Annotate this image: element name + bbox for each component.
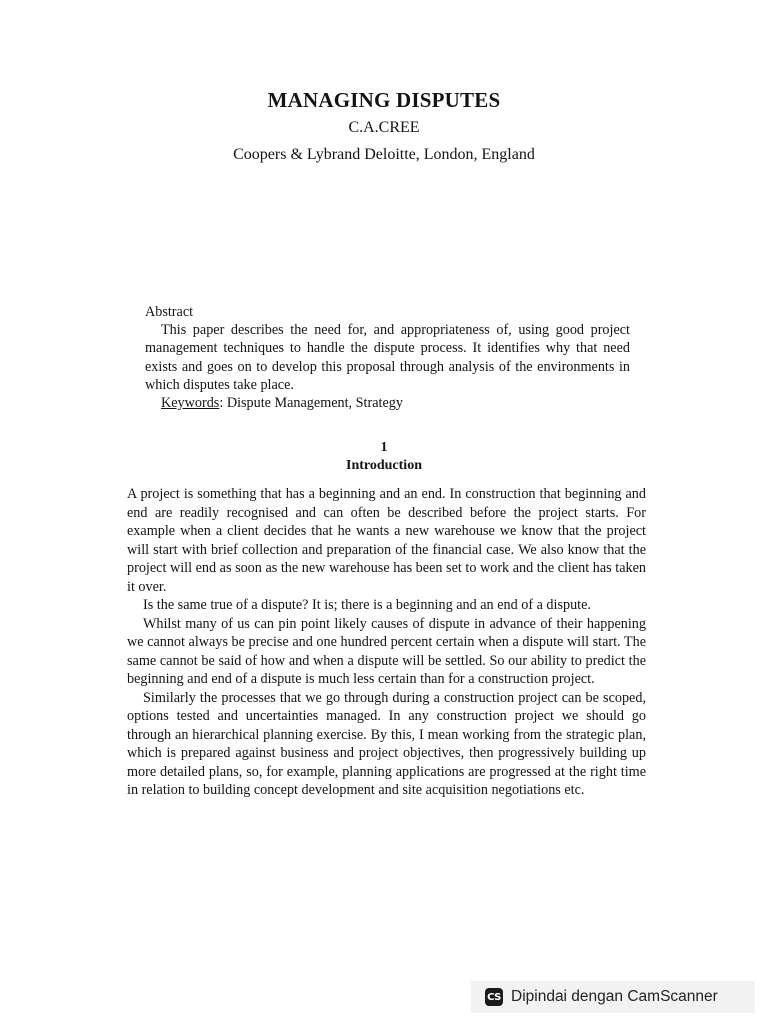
paper-title: MANAGING DISPUTES bbox=[267, 88, 501, 112]
paragraph: Similarly the processes that we go through during a construction project can be scoped, options tested and uncertainties managed. In any construction project we should go through an hierarchical planning exercise. By this, I mean working from the strategic plan, which is prepared against business and project objectives, then progressively building up more detailed plans, so, for example, planning applications are progressed at the right time in relation to building concept development and site acquisition negotiations etc. bbox=[127, 689, 646, 798]
section-title: Introduction bbox=[346, 458, 422, 473]
paper-author: C.A.CREE bbox=[348, 119, 420, 136]
paragraph: A project is something that has a beginning and an end. In construction that beginning and end are readily recognised and can often be described before the project starts. For example when a client decides that he wants a new warehouse we know that the project will start with brief collection and preparation of the financial case. We also know that the project will end as soon as the new warehouse has been set to work and the client has taken it over. bbox=[127, 486, 646, 595]
camscanner-logo-icon: CS bbox=[485, 988, 503, 1006]
abstract-block bbox=[145, 303, 630, 412]
keywords-value: : Dispute Management, Strategy bbox=[219, 395, 403, 412]
keywords-label: Keywords bbox=[161, 395, 220, 412]
abstract-heading: Abstract bbox=[145, 304, 194, 320]
paragraph: Is the same true of a dispute? It is; there is a beginning and an end of a dispute. bbox=[143, 597, 591, 613]
abstract-body: This paper describes the need for, and appropriateness of, using good project management techniques to handle the dispute process. It identifies why that need exists and goes on to develop this proposal through analysis of the environments in which disputes take place. bbox=[145, 322, 630, 393]
section-number: 1 bbox=[380, 440, 388, 455]
section-body bbox=[127, 485, 646, 800]
camscanner-label: Dipindai dengan CamScanner bbox=[511, 988, 718, 1005]
camscanner-watermark bbox=[471, 981, 755, 1013]
paper-affiliation: Coopers & Lybrand Deloitte, London, England bbox=[233, 146, 535, 163]
keywords-line bbox=[145, 394, 630, 412]
paragraph: Whilst many of us can pin point likely causes of dispute in advance of their happening we cannot always be precise and one hundred percent certain when a dispute will start. The same cannot be said of how and when a dispute will be settled. So our ability to predict the beginning and end of a dispute is much less certain than for a construction project. bbox=[127, 615, 646, 687]
